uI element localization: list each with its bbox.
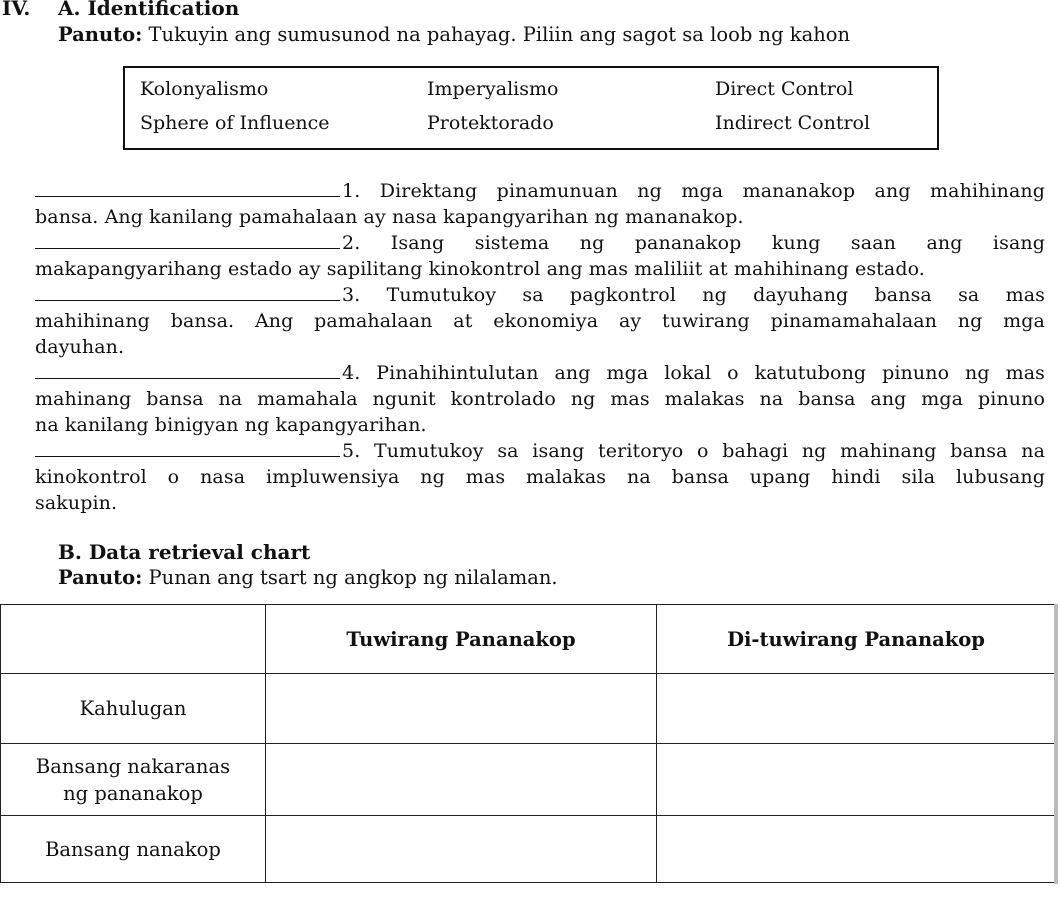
choice-item: Indirect Control — [715, 112, 871, 134]
answer-blank[interactable] — [35, 378, 340, 379]
answer-blank[interactable] — [35, 300, 340, 301]
chart-row-label: Bansang nakaranas ng pananakop — [1, 744, 266, 816]
item-text: na kanilang binigyan ng kapangyarihan. — [35, 414, 427, 436]
chart-answer-cell[interactable] — [266, 674, 657, 744]
chart-header-cell: Tuwirang Pananakop — [266, 605, 657, 674]
instruction-label: Panuto: — [58, 566, 143, 589]
choice-item: Sphere of Influence — [140, 112, 330, 134]
chart-answer-cell[interactable] — [266, 816, 657, 883]
item-text: 4. Pinahihintulutan ang mga lokal o katutubong pinuno ng mas — [342, 362, 1045, 384]
item-1-first-line — [35, 180, 1045, 202]
item-text: mahinang bansa na mamahala ngunit kontrolado ng mas malakas na bansa ang mga pinuno — [35, 388, 1045, 410]
choice-item: Kolonyalismo — [140, 78, 269, 100]
item-3-first-line — [35, 284, 1045, 306]
chart-answer-cell[interactable] — [657, 744, 1056, 816]
chart-answer-cell[interactable] — [266, 744, 657, 816]
chart-row — [1, 674, 1056, 744]
chart-row-label: Kahulugan — [1, 674, 266, 744]
item-text: kinokontrol o nasa impluwensiya ng mas malakas na bansa upang hindi sila lubusang — [35, 466, 1045, 488]
chart-header-cell: Di-tuwirang Pananakop — [657, 605, 1056, 674]
item-text: 5. Tumutukoy sa isang teritoryo o bahagi ng mahinang bansa na — [342, 440, 1045, 462]
chart-answer-cell[interactable] — [657, 674, 1056, 744]
instruction-text: Tukuyin ang sumusunod na pahayag. Piliin ang sagot sa loob ng kahon — [142, 23, 851, 46]
section-title: A. Identification — [58, 0, 240, 20]
item-text: mahihinang bansa. Ang pamahalaan at ekonomiya ay tuwirang pinamamahalaan ng mga — [35, 310, 1045, 332]
choice-box — [123, 66, 939, 150]
instruction-a — [58, 23, 850, 46]
item-text: makapangyarihang estado ay sapilitang kinokontrol ang mas maliliit at mahihinang estado. — [35, 258, 925, 280]
item-4-first-line — [35, 362, 1045, 384]
choice-item: Direct Control — [715, 78, 854, 100]
item-5-first-line — [35, 440, 1045, 462]
choice-item: Protektorado — [427, 112, 554, 134]
chart-header-row — [1, 605, 1056, 674]
answer-blank[interactable] — [35, 248, 340, 249]
instruction-b — [58, 566, 558, 589]
chart-row-label: Bansang nanakop — [1, 816, 266, 883]
choice-item: Imperyalismo — [427, 78, 559, 100]
instruction-label: Panuto: — [58, 23, 143, 46]
item-text: bansa. Ang kanilang pamahalaan ay nasa kapangyarihan ng mananakop. — [35, 206, 744, 228]
item-2-first-line — [35, 232, 1045, 254]
item-text: 1. Direktang pinamunuan ng mga mananakop ang mahihinang — [342, 180, 1045, 202]
section-number: IV. — [2, 0, 31, 20]
item-text: 3. Tumutukoy sa pagkontrol ng dayuhang bansa sa mas — [342, 284, 1045, 306]
data-retrieval-chart — [0, 604, 1056, 883]
chart-row — [1, 816, 1056, 883]
chart-answer-cell[interactable] — [657, 816, 1056, 883]
item-text: dayuhan. — [35, 336, 125, 358]
section-b-title: B. Data retrieval chart — [58, 540, 311, 564]
instruction-text: Punan ang tsart ng angkop ng nilalaman. — [142, 566, 558, 589]
item-text: 2. Isang sistema ng pananakop kung saan ang isang — [342, 232, 1045, 254]
answer-blank[interactable] — [35, 456, 340, 457]
chart-header-cell — [1, 605, 266, 674]
item-text: sakupin. — [35, 492, 118, 514]
answer-blank[interactable] — [35, 196, 340, 197]
chart-row — [1, 744, 1056, 816]
page-edge-shadow — [1054, 604, 1058, 884]
